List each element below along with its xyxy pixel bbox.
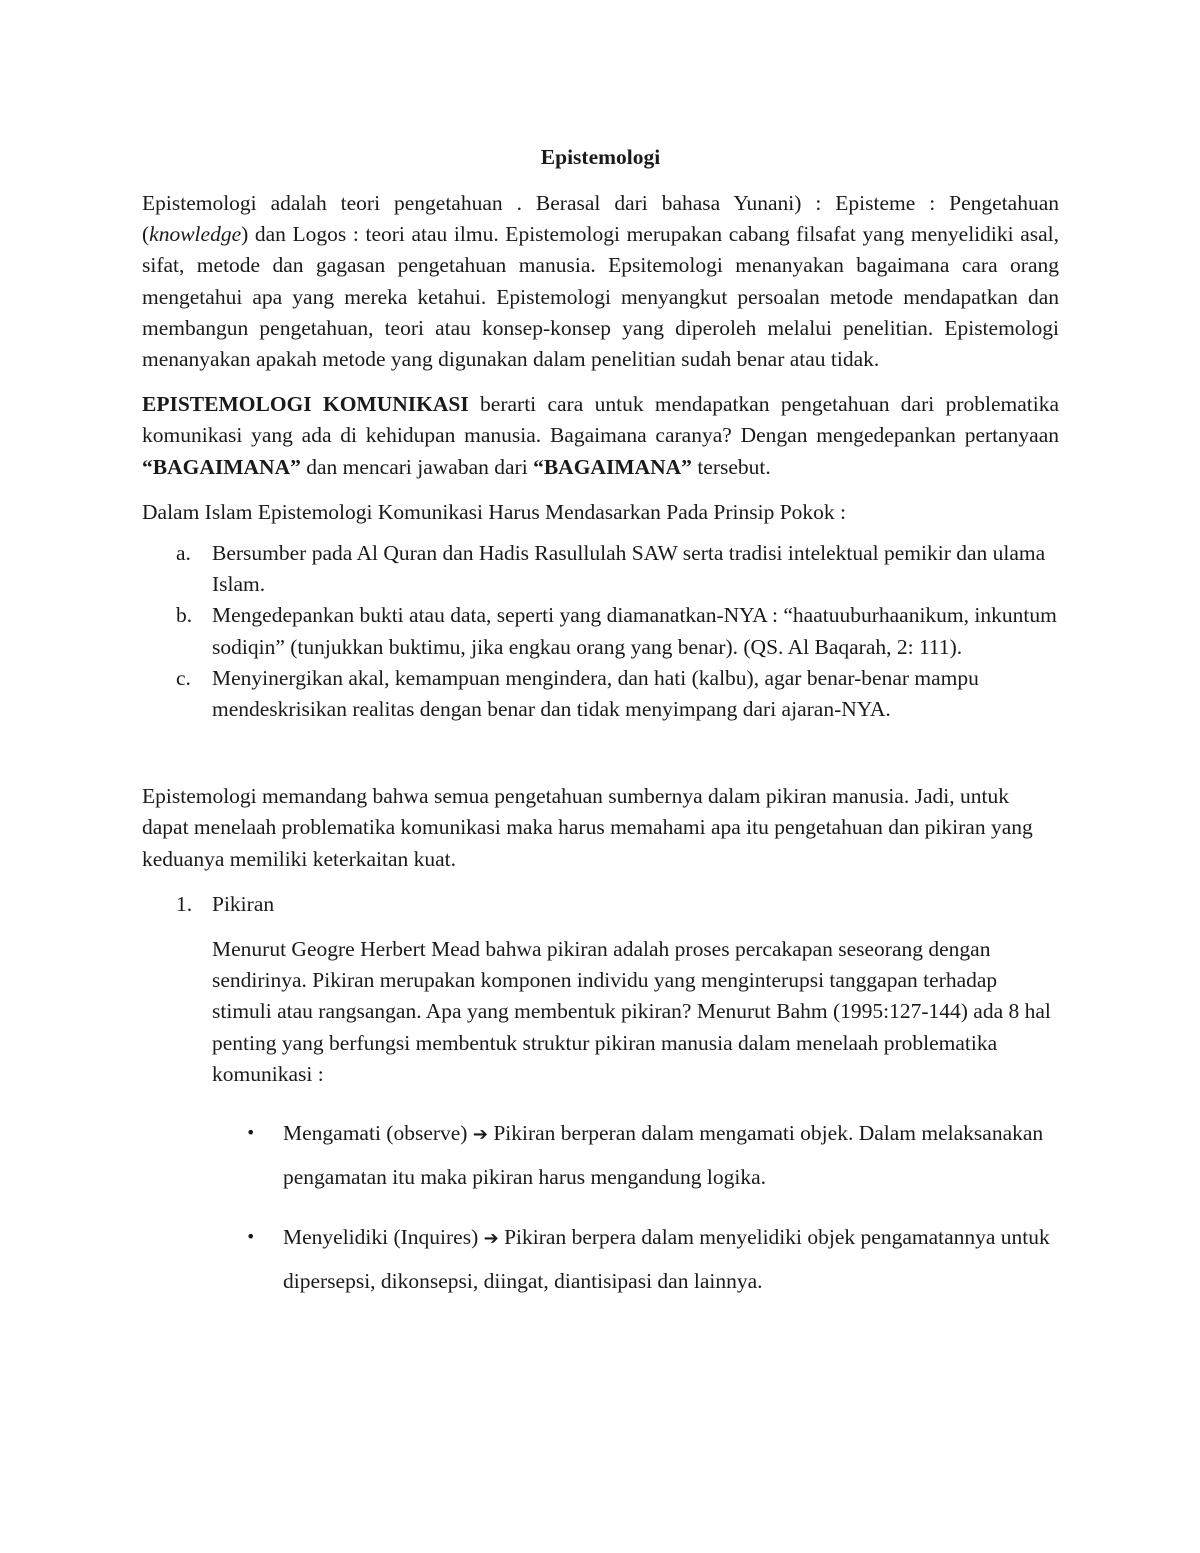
bullet-item <box>142 1216 1059 1302</box>
section-body: Menurut Geogre Herbert Mead bahwa pikiran adalah proses percakapan seseorang dengan sendirinya. Pikiran merupakan komponen individu yang menginterupsi tanggapan terhadap stimuli atau rangsangan. Apa yang membentuk pikiran? Menurut Bahm (1995:127-144) ada 8 hal penting yang berfungsi membentuk struktur pikiran manusia dalam menelaah problematika komunikasi : <box>212 937 1051 1086</box>
bullet-item <box>142 1112 1059 1198</box>
list-item <box>142 538 1059 600</box>
document-title: Epistemologi <box>540 145 661 169</box>
principles-intro: Dalam Islam Epistemologi Komunikasi Harus Mendasarkan Pada Prinsip Pokok : <box>142 499 847 524</box>
list-marker: b. <box>176 603 193 628</box>
definition-italic-term: knowledge <box>149 222 242 247</box>
bold-term: EPISTEMOLOGI KOMUNIKASI <box>142 392 469 417</box>
bullet-term: Mengamati (observe) <box>283 1121 468 1146</box>
knowledge-paragraph: Epistemologi memandang bahwa semua pengetahuan sumbernya dalam pikiran manusia. Jadi, untuk dapat menelaah problematika komunikasi maka harus memahami apa itu pengetahuan dan pikiran yang keduanya memiliki keterkaitan kuat. <box>142 784 1033 871</box>
spacer <box>142 725 1059 781</box>
bold-quote: “BAGAIMANA” <box>142 454 301 479</box>
bullet-text: Pikiran berperan dalam mengamati objek. Dalam melaksanakan pengamatan itu maka pikiran harus mengandung logika. <box>283 1121 1044 1190</box>
communication-epistemology-paragraph <box>142 389 1059 483</box>
principles-list <box>142 538 1059 725</box>
section-heading <box>142 889 1059 920</box>
section-number: 1. <box>176 891 193 916</box>
list-marker: a. <box>176 541 191 566</box>
list-item-text: Bersumber pada Al Quran dan Hadis Rasullulah SAW serta tradisi intelektual pemikir dan ulama Islam. <box>212 541 1046 597</box>
list-item-text: Menyinergikan akal, kemampuan mengindera, dan hati (kalbu), agar benar-benar mampu mendeskrisikan realitas dengan benar dan tidak menyimpang dari ajaran-NYA. <box>212 665 979 722</box>
definition-text-end: ) dan Logos : teori atau ilmu. Epistemologi merupakan cabang filsafat yang menyelidiki asal, sifat, metode dan gagasan pengetahuan manusia. Epsitemologi menanyakan bagaimana cara orang mengetahui apa yang mereka ketahui. Epistemologi menyangkut persoalan metode mendapatkan dan membangun pengetahuan, teori atau konsep-konsep yang diperoleh melalui penelitian. Epistemologi menanyakan apakah metode yang digunakan dalam penelitian sudah benar atau tidak. <box>142 222 1059 372</box>
bold-quote: “BAGAIMANA” <box>533 454 692 479</box>
bullet-term: Menyelidiki (Inquires) <box>283 1225 479 1250</box>
paragraph-text: tersebut. <box>691 454 771 479</box>
paragraph-text: berarti cara untuk mendapatkan pengetahuan dari problematika komunikasi yang ada di kehidupan manusia. Bagaimana caranya? Dengan mengedepankan pertanyaan <box>142 392 1059 448</box>
list-marker: c. <box>176 665 191 690</box>
list-item-text: Mengedepankan bukti atau data, seperti yang diamanatkan-NYA : “haatuuburhaanikum, inkuntum sodiqin” (tunjukkan buktimu, jika engkau orang yang benar). (QS. Al Baqarah, 2: 111). <box>212 603 1057 659</box>
section-heading-text: Pikiran <box>212 891 275 916</box>
bullet-icon: • <box>246 1123 256 1143</box>
bullet-icon: • <box>246 1227 256 1247</box>
definition-paragraph <box>142 188 1059 375</box>
list-item <box>142 663 1059 725</box>
definition-text-start: Epistemologi adalah teori pengetahuan . Berasal dari bahasa Yunani) : Episteme : Pengetahuan ( <box>142 191 1059 247</box>
document-page <box>142 140 1059 1320</box>
arrow-right-icon: ➔ <box>472 1124 488 1146</box>
arrow-right-icon: ➔ <box>483 1228 499 1250</box>
bullet-text: Pikiran berpera dalam menyelidiki objek pengamatannya untuk dipersepsi, dikonsepsi, diingat, diantisipasi dan lainnya. <box>283 1225 1050 1294</box>
paragraph-text: dan mencari jawaban dari <box>300 454 534 479</box>
list-item <box>142 600 1059 662</box>
